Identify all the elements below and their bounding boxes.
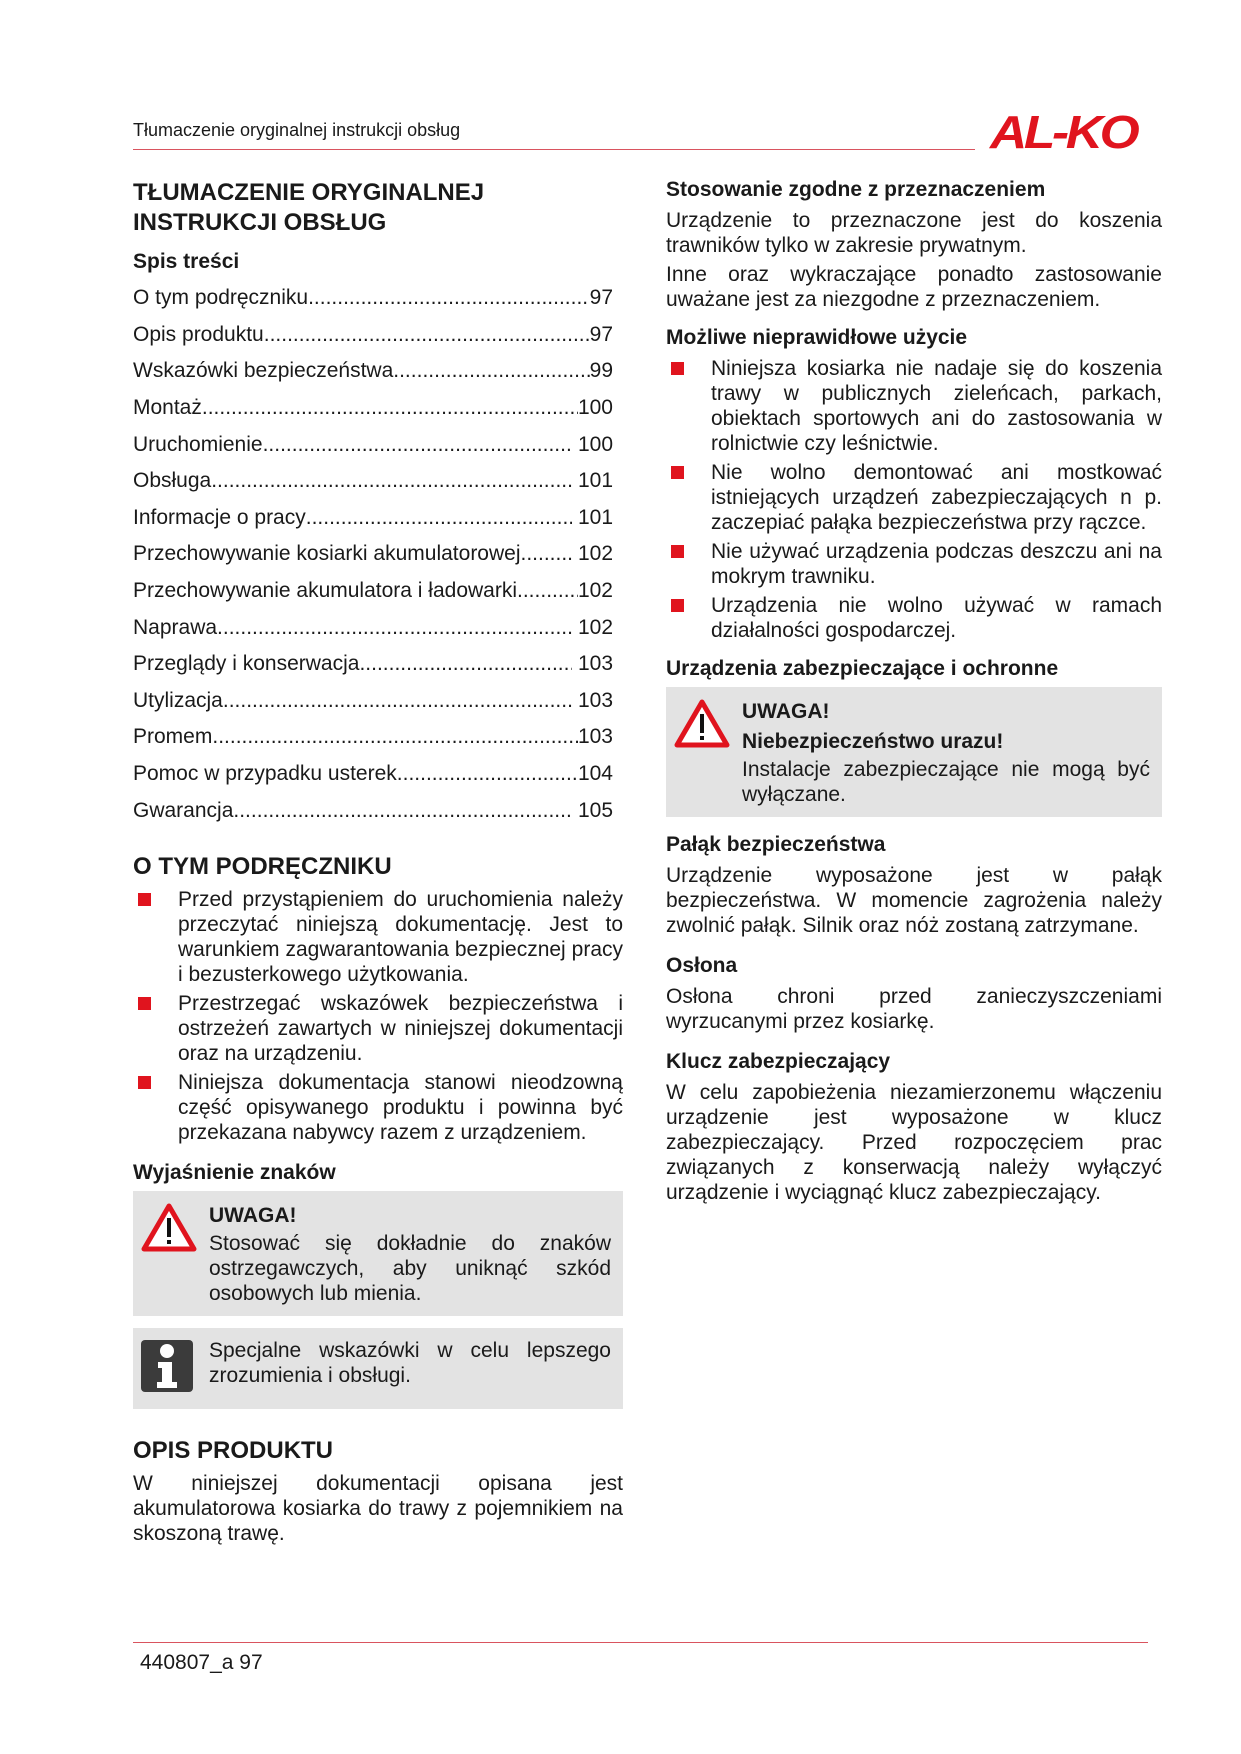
- toc-entry-page: 99: [589, 359, 613, 383]
- left-column: [133, 178, 623, 1550]
- toc-entry[interactable]: [133, 317, 613, 354]
- toc-entry[interactable]: [133, 573, 613, 610]
- about-title: O TYM PODRĘCZNIKU: [133, 852, 392, 880]
- toc-entry-title: Naprawa: [133, 615, 218, 639]
- bullet-icon: [138, 1076, 151, 1089]
- toc-entry-title: Przeglądy i konserwacja: [133, 652, 360, 676]
- toc-entry[interactable]: [133, 426, 613, 463]
- toc-entry[interactable]: [133, 463, 613, 500]
- table-of-contents: [133, 280, 623, 829]
- misuse-list: [666, 356, 1162, 643]
- list-item-text: Niniejsza kosiarka nie nadaje się do koszenia trawy w publicznych zieleńcach, parkach, obiektach sportowych ani do zastosowania w rolnictwie czy leśnictwie.: [711, 357, 1162, 455]
- toc-leader: [223, 689, 572, 713]
- right-column: [666, 178, 1162, 1209]
- toc-leader: [264, 323, 590, 347]
- bullet-icon: [671, 545, 684, 558]
- toc-entry[interactable]: [133, 536, 613, 573]
- intended-p1: Urządzenie to przeznaczone jest do koszenia trawników tylko w zakresie prywatnym.: [666, 209, 1162, 257]
- toc-leader: [202, 396, 578, 420]
- about-list: [133, 887, 623, 1145]
- warning-icon: [139, 1201, 199, 1255]
- toc-entry-page: 103: [572, 688, 613, 712]
- guard-title: Osłona: [666, 954, 738, 977]
- toc-entry-title: Utylizacja: [133, 688, 223, 712]
- intended-title: Stosowanie zgodne z przeznaczeniem: [666, 178, 1046, 201]
- warning-box: [133, 1191, 623, 1316]
- toc-entry[interactable]: [133, 792, 613, 829]
- intended-p2: Inne oraz wykraczające ponadto zastosowanie uważane jest za niezgodne z przeznaczeniem.: [666, 263, 1162, 311]
- toc-entry[interactable]: [133, 609, 613, 646]
- toc-entry-page: 102: [572, 542, 613, 566]
- toc-title: Spis treści: [133, 250, 240, 273]
- safety-warning-box: [666, 687, 1162, 817]
- warning-text: Stosować się dokładnie do znaków ostrzegawczych, aby uniknąć szkód osobowych lub mienia.: [209, 1231, 611, 1305]
- toc-leader: [397, 762, 578, 786]
- warning-subtitle: Niebezpieczeństwo urazu!: [742, 730, 1004, 753]
- toc-entry-title: Wskazówki bezpieczeństwa: [133, 359, 394, 383]
- toc-leader: [308, 286, 590, 310]
- toc-leader: [393, 359, 589, 383]
- misuse-title: Możliwe nieprawidłowe użycie: [666, 326, 968, 349]
- toc-entry[interactable]: [133, 719, 613, 756]
- toc-entry-title: Uruchomienie: [133, 432, 263, 456]
- list-item: [666, 356, 1162, 456]
- main-title: TŁUMACZENIE ORYGINALNEJ INSTRUKCJI OBSŁUG: [133, 179, 485, 236]
- toc-leader: [217, 616, 572, 640]
- bullet-icon: [138, 893, 151, 906]
- toc-entry-page: 100: [572, 432, 613, 456]
- toc-entry-page: 97: [589, 322, 613, 346]
- bar-title: Pałąk bezpieczeństwa: [666, 833, 886, 856]
- header-title: Tłumaczenie oryginalnej instrukcji obsług: [133, 120, 461, 140]
- toc-leader: [359, 652, 572, 676]
- list-item: [666, 460, 1162, 535]
- list-item-text: Urządzenia nie wolno używać w ramach działalności gospodarczej.: [711, 594, 1162, 642]
- info-icon: [139, 1338, 195, 1394]
- toc-entry-page: 104: [577, 762, 613, 786]
- header-divider: [133, 149, 975, 150]
- page-number: 440807_a 97: [140, 1651, 263, 1674]
- toc-entry-title: Promem: [133, 725, 213, 749]
- safety-title: Urządzenia zabezpieczające i ochronne: [666, 657, 1059, 680]
- warning-text: Instalacje zabezpieczające nie mogą być wyłączane.: [742, 758, 1150, 806]
- toc-leader: [211, 469, 572, 493]
- guard-text: Osłona chroni przed zanieczyszczeniami wyrzucanymi przez kosiarkę.: [666, 985, 1162, 1033]
- toc-entry-page: 102: [572, 615, 613, 639]
- toc-leader: [263, 433, 573, 457]
- key-title: Klucz zabezpieczający: [666, 1050, 891, 1073]
- toc-entry-title: Montaż: [133, 396, 202, 420]
- toc-entry-title: Opis produktu: [133, 322, 264, 346]
- toc-entry-page: 97: [589, 286, 613, 310]
- list-item: [666, 593, 1162, 643]
- bullet-icon: [671, 362, 684, 375]
- toc-leader: [306, 506, 572, 530]
- bullet-icon: [671, 466, 684, 479]
- info-box: [133, 1328, 623, 1409]
- toc-entry[interactable]: [133, 500, 613, 537]
- warning-title: UWAGA!: [742, 700, 830, 723]
- footer-divider: [133, 1642, 1148, 1643]
- toc-entry[interactable]: [133, 646, 613, 683]
- toc-entry[interactable]: [133, 353, 613, 390]
- bullet-icon: [671, 599, 684, 612]
- list-item-text: Przed przystąpieniem do uruchomienia należy przeczytać niniejszą dokumentację. Jest to warunkiem zagwarantowania bezpiecznej pracy i bezusterkowego użytkowania.: [178, 887, 623, 986]
- list-item: [133, 887, 623, 987]
- list-item-text: Przestrzegać wskazówek bezpieczeństwa i ostrzeżeń zawartych w niniejszej dokumentacji oraz na urządzeniu.: [178, 991, 623, 1065]
- toc-leader: [233, 799, 572, 823]
- key-text: W celu zapobieżenia niezamierzonemu włączeniu urządzenie jest wyposażone w klucz zabezpieczający. Przed rozpoczęciem prac związanych z konserwacją należy wyłączyć urządzenie i wyciągnąć klucz zabezpieczający.: [666, 1081, 1162, 1204]
- signs-title: Wyjaśnienie znaków: [133, 1160, 336, 1184]
- toc-entry-page: 102: [577, 579, 613, 603]
- alko-logo: AL-KO: [990, 106, 1137, 158]
- list-item-text: Niniejsza dokumentacja stanowi nieodzowną część opisywanego produktu i powinna być przekazana nabywcy razem z urządzeniem.: [178, 1070, 623, 1144]
- list-item-text: Nie wolno demontować ani mostkować istniejących urządzeń zabezpieczających n p. zaczepiać pałąka bezpieczeństwa przy rączce.: [711, 461, 1162, 534]
- toc-entry-page: 103: [577, 725, 613, 749]
- toc-entry-title: Przechowywanie kosiarki akumulatorowej: [133, 542, 521, 566]
- toc-entry-page: 100: [577, 396, 613, 420]
- toc-entry-page: 101: [572, 505, 613, 529]
- toc-entry-page: 101: [572, 469, 613, 493]
- toc-entry-page: 103: [572, 652, 613, 676]
- toc-leader: [212, 725, 578, 749]
- bullet-icon: [138, 997, 151, 1010]
- info-text: Specjalne wskazówki w celu lepszego zrozumienia i obsługi.: [209, 1338, 611, 1387]
- toc-entry-title: Pomoc w przypadku usterek: [133, 762, 397, 786]
- product-text: W niniejszej dokumentacji opisana jest akumulatorowa kosiarka do trawy z pojemnikiem na skoszoną trawę.: [133, 1471, 623, 1545]
- toc-entry-title: Gwarancja: [133, 798, 234, 822]
- toc-leader: [517, 579, 578, 603]
- toc-entry-page: 105: [572, 798, 613, 822]
- warning-title: UWAGA!: [209, 1203, 297, 1227]
- warning-icon: [672, 697, 732, 751]
- toc-entry[interactable]: [133, 683, 613, 720]
- toc-entry[interactable]: [133, 756, 613, 793]
- toc-entry-title: Informacje o pracy: [133, 505, 306, 529]
- bar-text: Urządzenie wyposażone jest w pałąk bezpieczeństwa. W momencie zagrożenia należy zwolnić pałąk. Silnik oraz nóż zostaną zatrzymane.: [666, 864, 1162, 937]
- list-item: [666, 539, 1162, 589]
- list-item: [133, 991, 623, 1066]
- product-title: OPIS PRODUKTU: [133, 1436, 334, 1464]
- toc-leader: [521, 542, 573, 566]
- list-item-text: Nie używać urządzenia podczas deszczu ani na mokrym trawniku.: [711, 540, 1162, 588]
- toc-entry-title: Obsługa: [133, 469, 212, 493]
- toc-entry-title: O tym podręczniku: [133, 286, 309, 310]
- toc-entry[interactable]: [133, 390, 613, 427]
- toc-entry-title: Przechowywanie akumulatora i ładowarki: [133, 579, 518, 603]
- toc-entry[interactable]: [133, 280, 613, 317]
- list-item: [133, 1070, 623, 1145]
